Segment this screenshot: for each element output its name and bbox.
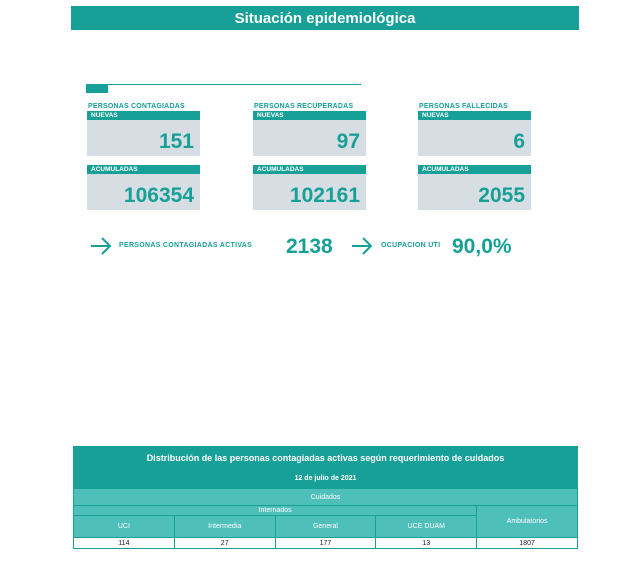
- card-value: 151: [158, 130, 194, 153]
- section-divider: [86, 84, 361, 85]
- arrow-right-icon: [89, 236, 113, 256]
- table-title: Distribución de las personas contagiadas activas según requerimiento de cuidados: [73, 446, 578, 470]
- card-value: 2055: [478, 184, 525, 207]
- table-row: [74, 538, 578, 549]
- value-uce-duam: 13: [376, 538, 477, 549]
- card-value: 106354: [123, 184, 194, 207]
- fallecidas-nuevas-card: [418, 111, 531, 156]
- col-general: General: [275, 516, 376, 538]
- col-uci: UCI: [74, 516, 175, 538]
- card-value: 102161: [289, 184, 360, 207]
- card-label: NUEVAS: [87, 111, 200, 120]
- card-label: ACUMULADAS: [253, 165, 366, 174]
- value-ambulatorios: 1807: [477, 538, 578, 549]
- recuperadas-acumuladas-card: [253, 165, 366, 210]
- internados-header: Internados: [74, 506, 477, 516]
- contagiadas-heading: PERSONAS CONTAGIADAS: [88, 103, 185, 110]
- care-table: [73, 488, 578, 549]
- card-label: ACUMULADAS: [418, 165, 531, 174]
- card-label: NUEVAS: [253, 111, 366, 120]
- uti-occupancy-label: OCUPACION UTI: [381, 242, 441, 249]
- care-distribution-table: [73, 446, 578, 549]
- card-label: ACUMULADAS: [87, 165, 200, 174]
- recuperadas-heading: PERSONAS RECUPERADAS: [254, 103, 354, 110]
- value-general: 177: [275, 538, 376, 549]
- fallecidas-acumuladas-card: [418, 165, 531, 210]
- arrow-right-icon: [350, 236, 374, 256]
- fallecidas-heading: PERSONAS FALLECIDAS: [419, 103, 508, 110]
- table-date: 12 de julio de 2021: [73, 470, 578, 488]
- contagiadas-acumuladas-card: [87, 165, 200, 210]
- value-intermedia: 27: [174, 538, 275, 549]
- cuidados-header: Cuidados: [74, 489, 578, 506]
- col-uce-duam: UCE DUAM: [376, 516, 477, 538]
- section-marker: [86, 85, 108, 93]
- contagiadas-nuevas-card: [87, 111, 200, 156]
- active-cases-label: PERSONAS CONTAGIADAS ACTIVAS: [119, 242, 253, 249]
- recuperadas-nuevas-card: [253, 111, 366, 156]
- ambulatorios-header: Ambulatorios: [477, 506, 578, 538]
- card-label: NUEVAS: [418, 111, 531, 120]
- page-title: Situación epidemiológica: [71, 6, 579, 30]
- col-intermedia: Intermedia: [174, 516, 275, 538]
- active-cases-value: 2138: [286, 235, 333, 258]
- uti-occupancy-value: 90,0%: [452, 235, 512, 258]
- value-uci: 114: [74, 538, 175, 549]
- card-value: 6: [513, 130, 525, 153]
- card-value: 97: [336, 130, 360, 153]
